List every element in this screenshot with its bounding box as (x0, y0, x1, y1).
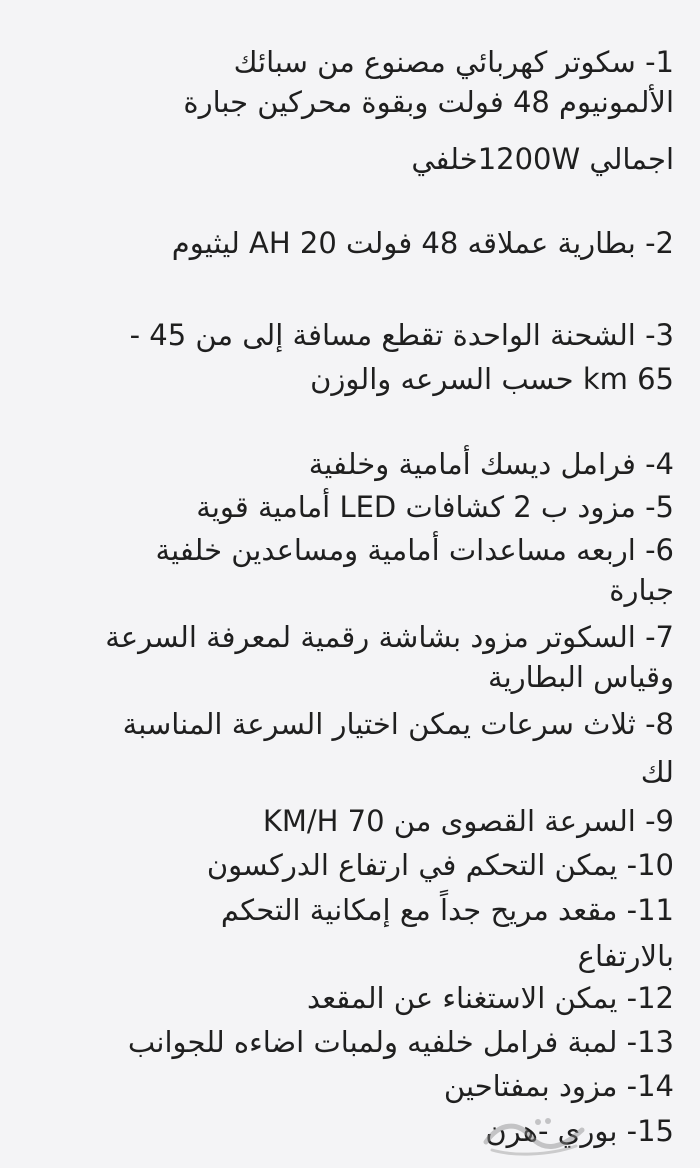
spec-item-13-line-1: 13- لمبة فرامل خلفيه ولمبات اضاءه للجوانب (127, 1025, 674, 1059)
spec-item-8-line-1: 8- ثلاث سرعات يمكن اختيار السرعة المناسبة (122, 707, 674, 741)
spec-item-7-line-1: 7- السكوتر مزود بشاشة رقمية لمعرفة السرعة (105, 620, 674, 654)
spec-item-10 (20, 845, 674, 885)
spec-item-15-line-1: 15- بوري -هرن (485, 1114, 674, 1148)
spec-item-1-line-1: 1- سكوتر كهربائي مصنوع من سبائك (233, 45, 674, 79)
spec-item-2-line-1: 2- بطارية عملاقه 48 فولت 20 AH ليثيوم (171, 226, 674, 260)
spec-item-11 (20, 890, 674, 976)
spec-item-5 (20, 487, 674, 527)
spec-item-9 (20, 801, 674, 841)
spec-item-14-line-1: 14- مزود بمفتاحين (443, 1069, 674, 1103)
spec-item-11-line-1: 11- مقعد مريح جداً مع إمكانية التحكم (220, 893, 674, 927)
spec-item-6-line-2: جبارة (609, 573, 674, 607)
spec-item-9-line-1: 9- السرعة القصوى من 70 KM/H (262, 804, 674, 838)
spec-item-12 (20, 978, 674, 1018)
spec-item-14 (20, 1066, 674, 1106)
spec-item-1 (20, 42, 674, 179)
spec-item-7 (20, 617, 674, 697)
spec-item-7-line-2: وقياس البطارية (488, 660, 674, 694)
spec-item-13 (20, 1022, 674, 1062)
spec-item-6 (20, 530, 674, 610)
spec-item-12-line-1: 12- يمكن الاستغناء عن المقعد (307, 981, 674, 1015)
spec-item-4 (20, 444, 674, 484)
spec-item-8 (20, 704, 674, 792)
spec-item-3 (20, 315, 674, 399)
spec-item-1-line-2: الألمونيوم 48 فولت وبقوة محركين جبارة (183, 85, 674, 119)
spec-item-3-line-2: 65 km حسب السرعه والوزن (310, 362, 674, 396)
spec-item-10-line-1: 10- يمكن التحكم في ارتفاع الدركسون (206, 848, 674, 882)
haraj-logo-icon (478, 1112, 593, 1160)
spec-item-2 (20, 223, 674, 263)
spec-item-5-line-1: 5- مزود ب 2 كشافات LED أمامية قوية (196, 490, 674, 524)
spec-item-3-line-1: 3- الشحنة الواحدة تقطع مسافة إلى من 45 - (129, 318, 674, 352)
spec-item-4-line-1: 4- فرامل ديسك أمامية وخلفية (308, 447, 674, 481)
spec-item-1-line-3: اجمالي 1200Wخلفي (411, 142, 674, 176)
spec-item-6-line-1: 6- اربعه مساعدات أمامية ومساعدين خلفية (155, 533, 674, 567)
spec-item-11-line-2: بالارتفاع (577, 939, 674, 973)
spec-item-8-line-2: لك (640, 755, 674, 789)
